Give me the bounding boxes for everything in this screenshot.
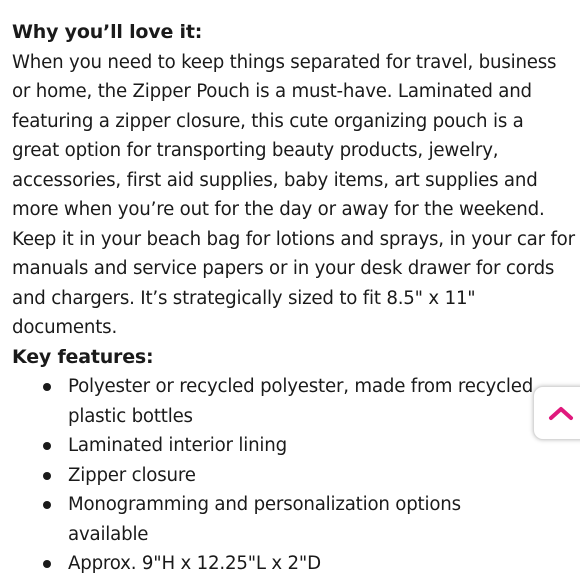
bullet-icon (43, 383, 51, 391)
features-list (12, 372, 576, 579)
product-description (12, 18, 576, 579)
features-title: Key features: (12, 345, 154, 368)
feature-text: Polyester or recycled polyester, made from recycled plastic bottles (68, 376, 534, 427)
description-paragraph: When you need to keep things separated for travel, business or home, the Zipper Pouch is a must-have. Laminated and featuring a zipper closure, this cute organizing pouch is a great option for transporting beauty products, jewelry, accessories, first aid supplies, baby items, art supplies and more when you’re out for the day or away for the weekend. Keep it in your beach bag for lotions and sprays, in your car for manuals and service papers or in your desk drawer for cords and chargers. It’s strategically sized to fit 8.5" x 11" documents. (12, 51, 575, 338)
feature-text: Laminated interior lining (68, 435, 287, 456)
list-item (68, 372, 538, 431)
feature-text: Approx. 9"H x 12.25"L x 2"D (68, 553, 321, 574)
bullet-icon (43, 442, 51, 450)
list-item (68, 549, 538, 579)
chevron-up-icon (548, 405, 574, 421)
feature-text: Zipper closure (68, 464, 196, 486)
bullet-icon (43, 501, 51, 509)
bullet-icon (43, 560, 51, 568)
list-item (68, 431, 538, 461)
section-title: Why you’ll love it: (12, 21, 203, 43)
scroll-to-top-button[interactable] (533, 386, 580, 440)
list-item (68, 461, 538, 491)
list-item (68, 490, 538, 549)
bullet-icon (43, 472, 51, 480)
feature-text: Monogramming and personalization options available (68, 494, 461, 545)
